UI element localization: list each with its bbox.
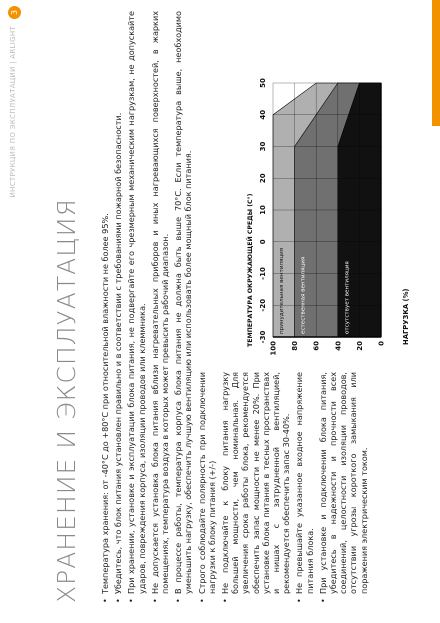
x-tick-label: 0	[259, 239, 267, 245]
y-tick-label: 20	[355, 341, 364, 351]
x-axis-label: ТЕМПЕРАТУРА ОКРУЖАЮЩЕЙ СРЕДЫ (С°)	[247, 193, 254, 347]
x-tick-label: -20	[259, 298, 267, 312]
bullet-item: • Не подключайте к блоку питания нагрузку большей мощности, чем номинальная. Для увеличения срока работы блока, рекомендуется обеспечить запас мощности не менее 20%. При установке блока питания в тесных пространствах и нишах с затрудненной вентиляцией, рекомендуется обеспечить запас 30-40%.	[220, 372, 291, 603]
series-label: принудительная вентиляция	[278, 247, 285, 334]
bullet-item: • Убедитесь, что блок питания установлен правильно и в соответствии с требованиями пожарной безопасности.	[113, 11, 123, 603]
x-tick-label: 10	[259, 205, 267, 215]
bullet-item: • Не допускается установка блока питания вблизи нагревательных приборов и иных нагревающихся поверхностей, в жарких помещениях, температура воздуха в которых может превысить рабочий диапазон.	[150, 11, 170, 603]
x-tick-label: 40	[259, 109, 267, 120]
page-header	[4, 0, 26, 623]
bullet-item: • Не превышайте указанное входное напряжение питания блока.	[294, 372, 314, 603]
page-title: ХРАНЕНИЕ И ЭКСПЛУАТАЦИЯ	[52, 198, 81, 603]
series-label: отсутствует вентиляция	[344, 261, 351, 334]
y-tick-label: 0	[377, 341, 386, 346]
bullet-item: • Строго соблюдайте полярность при подключении нагрузки к блоку питания (+/-)	[197, 372, 217, 603]
bullet-item: • Температура хранения: от -40°C до +80°C при относительной влажности не более 95%.	[100, 11, 110, 603]
x-tick-label: 20	[259, 173, 267, 184]
y-tick-label: 80	[291, 341, 300, 351]
page-number-badge: 3	[8, 6, 21, 19]
bullet-item: • При хранении, установке и эксплуатации блока питания, не подвергайте его чрезмерным механическим нагрузкам, не допускайте ударов, повреждения корпуса, изоляции проводов или клеммника.	[126, 11, 146, 603]
derating-chart	[243, 75, 421, 365]
x-tick-label: -30	[259, 330, 267, 344]
footer-accent-bar	[432, 0, 440, 126]
series-label: естественная вентиляция	[300, 256, 307, 334]
y-tick-label: 60	[312, 341, 321, 351]
y-tick-label: 40	[334, 341, 343, 351]
x-tick-label: 30	[259, 141, 267, 152]
x-tick-label: 50	[259, 78, 267, 88]
bullet-item: • При установке и подключении блока питания, убедитесь в надежности и прочности всех соединений, целостности изоляции проводов, отсутствии угрозы короткого замыкания или поражения электрическим током.	[318, 372, 369, 603]
chart-canvas	[243, 75, 421, 365]
y-axis-label: НАГРУЗКА (%)	[402, 288, 410, 345]
header-text: ИНСТРУКЦИЯ ПО ЭКСПЛУАТАЦИИ | ARLIGHT	[9, 26, 17, 198]
y-tick-label: 100	[269, 341, 278, 356]
x-tick-label: -10	[259, 267, 267, 280]
bullet-item: • В процессе работы, температура корпуса блока питания не должна быть выше 70°C. Если температура выше, необходимо уменьшить нагрузку, обеспечить лучшую вентиляцию или использовать более мощный блок питания.	[173, 11, 193, 603]
